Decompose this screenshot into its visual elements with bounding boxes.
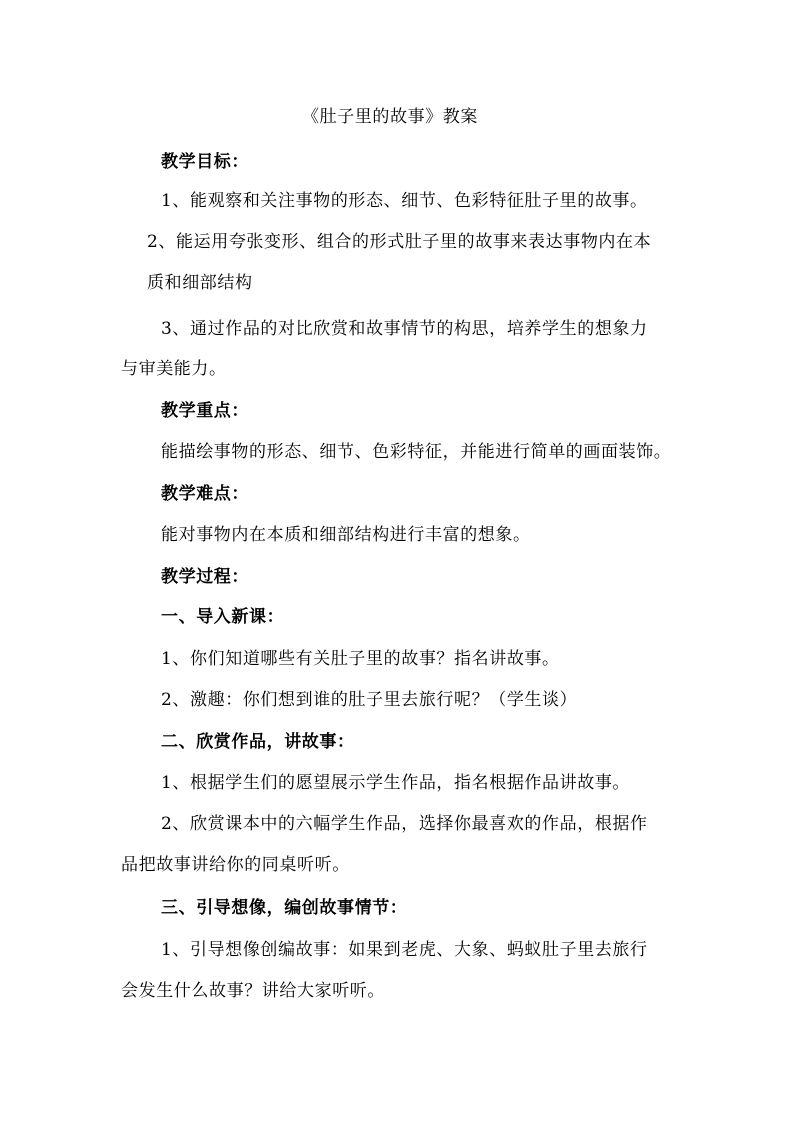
- section-1-item-1: 1、你们知道哪些有关肚子里的故事？指名讲故事。: [161, 649, 560, 669]
- difficulty-text: 能对事物内在本质和细部结构进行丰富的想象。: [161, 525, 531, 545]
- process-heading: 教学过程：: [161, 567, 249, 587]
- section-3-heading: 三、引导想像，编创故事情节：: [161, 898, 408, 918]
- section-3-item-1-line-1: 1、引导想像创编故事：如果到老虎、大象、蚂蚁肚子里去旅行: [161, 940, 648, 960]
- key-points-heading: 教学重点：: [161, 401, 249, 421]
- document-title: 《肚子里的故事》教案: [302, 107, 478, 127]
- key-points-text: 能描绘事物的形态、细节、色彩特征，并能进行简单的画面装饰。: [161, 442, 672, 462]
- objective-3-line-2: 与审美能力。: [121, 359, 227, 379]
- section-2-item-2-line-2: 品把故事讲给你的同桌听听。: [121, 855, 350, 875]
- section-2-heading: 二、欣赏作品，讲故事：: [161, 732, 355, 752]
- section-3-item-1-line-2: 会发生什么故事？讲给大家听听。: [121, 981, 385, 1001]
- difficulty-heading: 教学难点：: [161, 484, 249, 504]
- objectives-heading: 教学目标：: [161, 152, 249, 172]
- objective-3-line-1: 3、通过作品的对比欣赏和故事情节的构思，培养学生的想象力: [161, 319, 648, 339]
- objective-2-line-2: 质和细部结构: [147, 273, 253, 293]
- section-2-item-1: 1、根据学生们的愿望展示学生作品，指名根据作品讲故事。: [161, 773, 631, 793]
- section-1-heading: 一、导入新课：: [161, 607, 285, 627]
- section-1-item-2: 2、激趣：你们想到谁的肚子里去旅行呢？（学生谈）: [161, 690, 578, 710]
- objective-1: 1、能观察和关注事物的形态、细节、色彩特征肚子里的故事。: [161, 191, 648, 211]
- objective-2-line-1: 2、能运用夸张变形、组合的形式肚子里的故事来表达事物内在本: [147, 232, 652, 252]
- section-2-item-2-line-1: 2、欣赏课本中的六幅学生作品，选择你最喜欢的作品，根据作: [161, 814, 648, 834]
